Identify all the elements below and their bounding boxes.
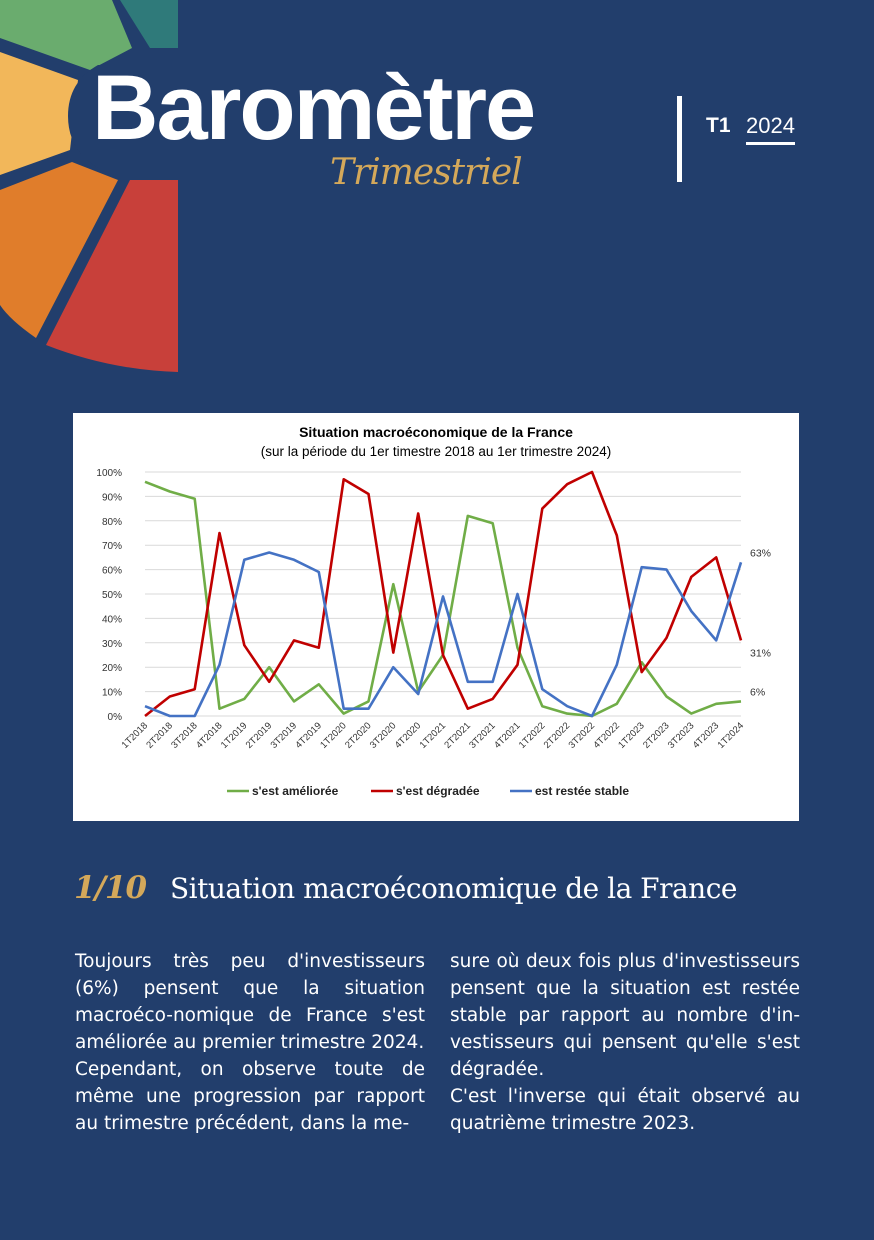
y-tick-label: 70% <box>101 541 122 553</box>
body-paragraph: Cependant, on observe toute de même une progression par rapport au trimestre précédent, dans la me- <box>75 1059 425 1134</box>
x-tick-label: 4T2018 <box>194 720 225 751</box>
y-tick-label: 60% <box>101 565 122 577</box>
quarter-label: T1 <box>706 114 731 137</box>
y-tick-label: 20% <box>101 663 122 675</box>
x-tick-label: 2T2023 <box>641 720 672 751</box>
end-value-label: 6% <box>750 686 766 699</box>
x-tick-label: 2T2022 <box>541 720 573 751</box>
body-column-right <box>450 948 800 1137</box>
x-tick-label: 4T2019 <box>293 720 324 751</box>
x-tick-label: 1T2021 <box>417 720 449 751</box>
chart-subtitle: (sur la période du 1er timestre 2018 au 1er trimestre 2024) <box>260 444 612 459</box>
y-tick-label: 40% <box>101 614 122 626</box>
end-value-label: 63% <box>750 547 772 560</box>
y-tick-label: 50% <box>101 590 122 601</box>
body-paragraph: C'est l'inverse qui était observé au quatrième trimestre 2023. <box>450 1086 800 1134</box>
section-number: 1/10 <box>74 870 147 906</box>
x-tick-label: 2T2019 <box>243 720 275 751</box>
x-tick-label: 1T2018 <box>119 720 151 751</box>
x-tick-label: 3T2020 <box>367 720 399 751</box>
brand-title: Baromètre <box>92 57 535 159</box>
x-tick-label: 2T2020 <box>343 720 374 751</box>
legend-label: est restée stable <box>535 784 630 798</box>
chart-title: Situation macroéconomique de la France <box>299 424 573 440</box>
header-divider <box>677 96 682 182</box>
year-label: 2024 <box>746 113 795 145</box>
y-tick-label: 100% <box>96 468 122 479</box>
y-tick-label: 90% <box>101 492 122 504</box>
end-value-label: 31% <box>750 647 772 660</box>
x-tick-label: 3T2023 <box>665 720 697 751</box>
x-tick-label: 1T2023 <box>616 720 647 751</box>
brand-subtitle: Trimestriel <box>330 152 522 193</box>
body-paragraph: Toujours très peu d'investisseurs (6%) pensent que la situation macroéco-nomique de France s'est améliorée au premier trimestre 2024. <box>75 951 425 1053</box>
x-tick-label: 3T2022 <box>566 720 598 751</box>
x-tick-label: 1T2019 <box>218 720 250 751</box>
x-tick-label: 3T2019 <box>268 720 300 751</box>
wheel-segment-yellow <box>0 52 78 175</box>
x-tick-label: 4T2022 <box>591 720 622 751</box>
chart-container <box>73 413 799 821</box>
x-tick-label: 1T2024 <box>715 720 747 751</box>
x-tick-label: 4T2021 <box>492 720 523 751</box>
legend-label: s'est dégradée <box>396 784 480 798</box>
y-tick-label: 80% <box>101 516 122 528</box>
x-tick-label: 4T2023 <box>690 720 722 751</box>
y-tick-label: 30% <box>101 638 122 650</box>
y-tick-label: 0% <box>107 712 122 723</box>
x-tick-label: 2T2018 <box>144 720 175 751</box>
x-tick-label: 4T2020 <box>392 720 424 751</box>
x-tick-label: 1T2020 <box>318 720 349 751</box>
section-title: Situation macroéconomique de la France <box>170 872 737 905</box>
x-tick-label: 1T2022 <box>516 720 548 751</box>
body-paragraph: sure où deux fois plus d'investisseurs pensent que la situation est restée stable par rapport au nombre d'in-vestisseurs qui pensent qu'elle s'est dégradée. <box>450 951 800 1080</box>
y-tick-label: 10% <box>101 687 122 699</box>
x-tick-label: 3T2018 <box>169 720 200 751</box>
legend-label: s'est améliorée <box>252 784 339 798</box>
x-tick-label: 3T2021 <box>467 720 498 751</box>
line-chart <box>73 413 799 821</box>
x-tick-label: 2T2021 <box>442 720 473 751</box>
body-column-left <box>75 948 425 1137</box>
